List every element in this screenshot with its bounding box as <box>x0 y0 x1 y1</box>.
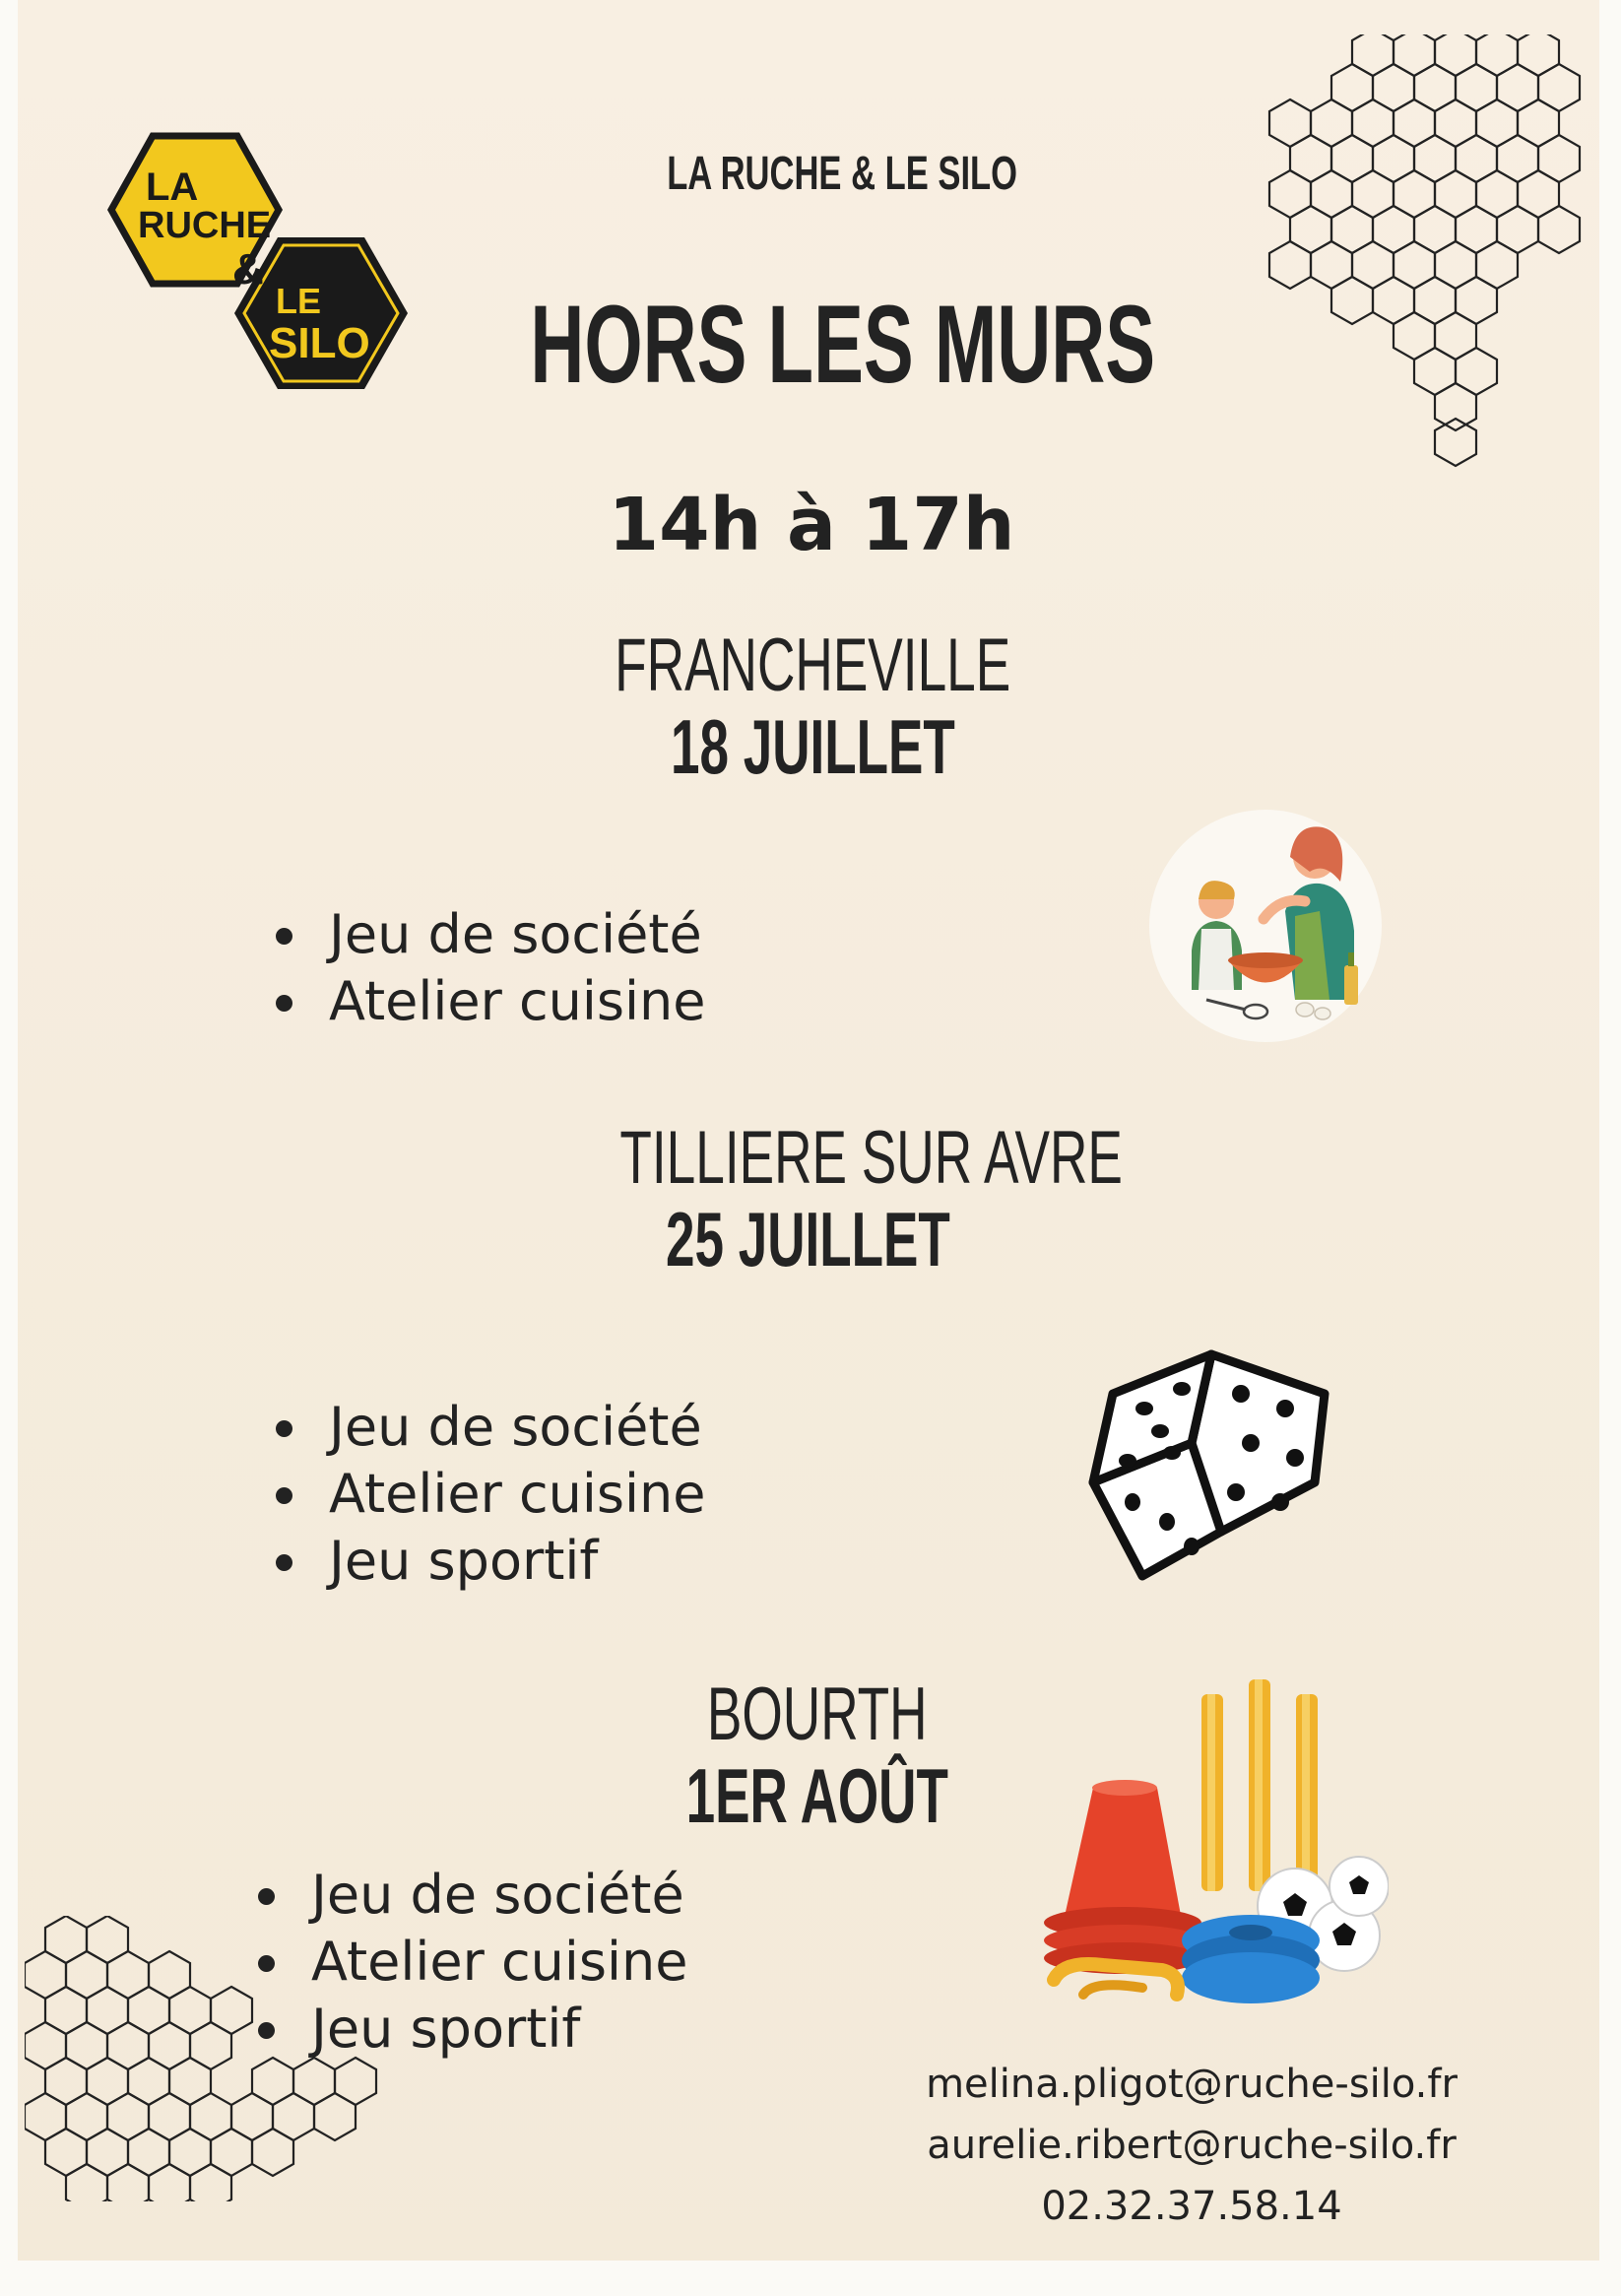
list-item: Jeu sportif <box>276 1528 705 1595</box>
cooking-illustration <box>1147 803 1423 1049</box>
event-date: 1ER AOÛT <box>685 1752 949 1839</box>
svg-text:RUCHE: RUCHE <box>138 205 272 246</box>
list-item: Atelier cuisine <box>258 1929 687 1996</box>
event-title: HORS LES MURS <box>530 283 1156 406</box>
sport-equipment-illustration <box>1034 1674 1389 2009</box>
dice-icon <box>1073 1335 1349 1591</box>
event-place: FRANCHEVILLE <box>614 623 1011 707</box>
list-item: Jeu de société <box>276 901 705 968</box>
activity-list-bourth <box>258 1862 687 2063</box>
list-item: Atelier cuisine <box>276 1461 705 1528</box>
list-item: Jeu de société <box>276 1394 705 1461</box>
svg-text:SILO: SILO <box>269 319 370 367</box>
activity-list-francheville <box>276 901 705 1035</box>
event-francheville <box>517 621 1108 792</box>
event-date: 25 JUILLET <box>665 1196 950 1282</box>
event-bourth <box>522 1670 1113 1841</box>
event-date: 18 JUILLET <box>670 703 955 790</box>
svg-text:LA: LA <box>146 165 199 209</box>
event-place: TILLIERE SUR AVRE <box>619 1116 1123 1200</box>
contact-email-aurelie[interactable]: aurelie.ribert@ruche-silo.fr <box>927 2123 1457 2168</box>
activity-list-tilliere-sur-avre <box>276 1394 705 1595</box>
organization-name: LA RUCHE & LE SILO <box>667 148 1017 200</box>
scan-edge-bottom <box>0 2261 1621 2296</box>
event-tilliere-sur-avre <box>512 1113 1123 1284</box>
contact-phone[interactable]: 02.32.37.58.14 <box>1041 2184 1342 2229</box>
honeycomb-pattern-top-right <box>1261 34 1595 478</box>
event-place: BOURTH <box>707 1673 928 1756</box>
list-item: Jeu de société <box>258 1862 687 1929</box>
list-item: Atelier cuisine <box>276 968 705 1035</box>
list-item: Jeu sportif <box>258 1996 687 2063</box>
svg-text:LE: LE <box>276 281 322 321</box>
svg-text:&: & <box>232 245 264 294</box>
contact-email-melina[interactable]: melina.pligot@ruche-silo.fr <box>926 2062 1458 2107</box>
contact-block <box>886 2054 1497 2237</box>
opening-hours: 14h à 17h <box>608 483 1015 567</box>
